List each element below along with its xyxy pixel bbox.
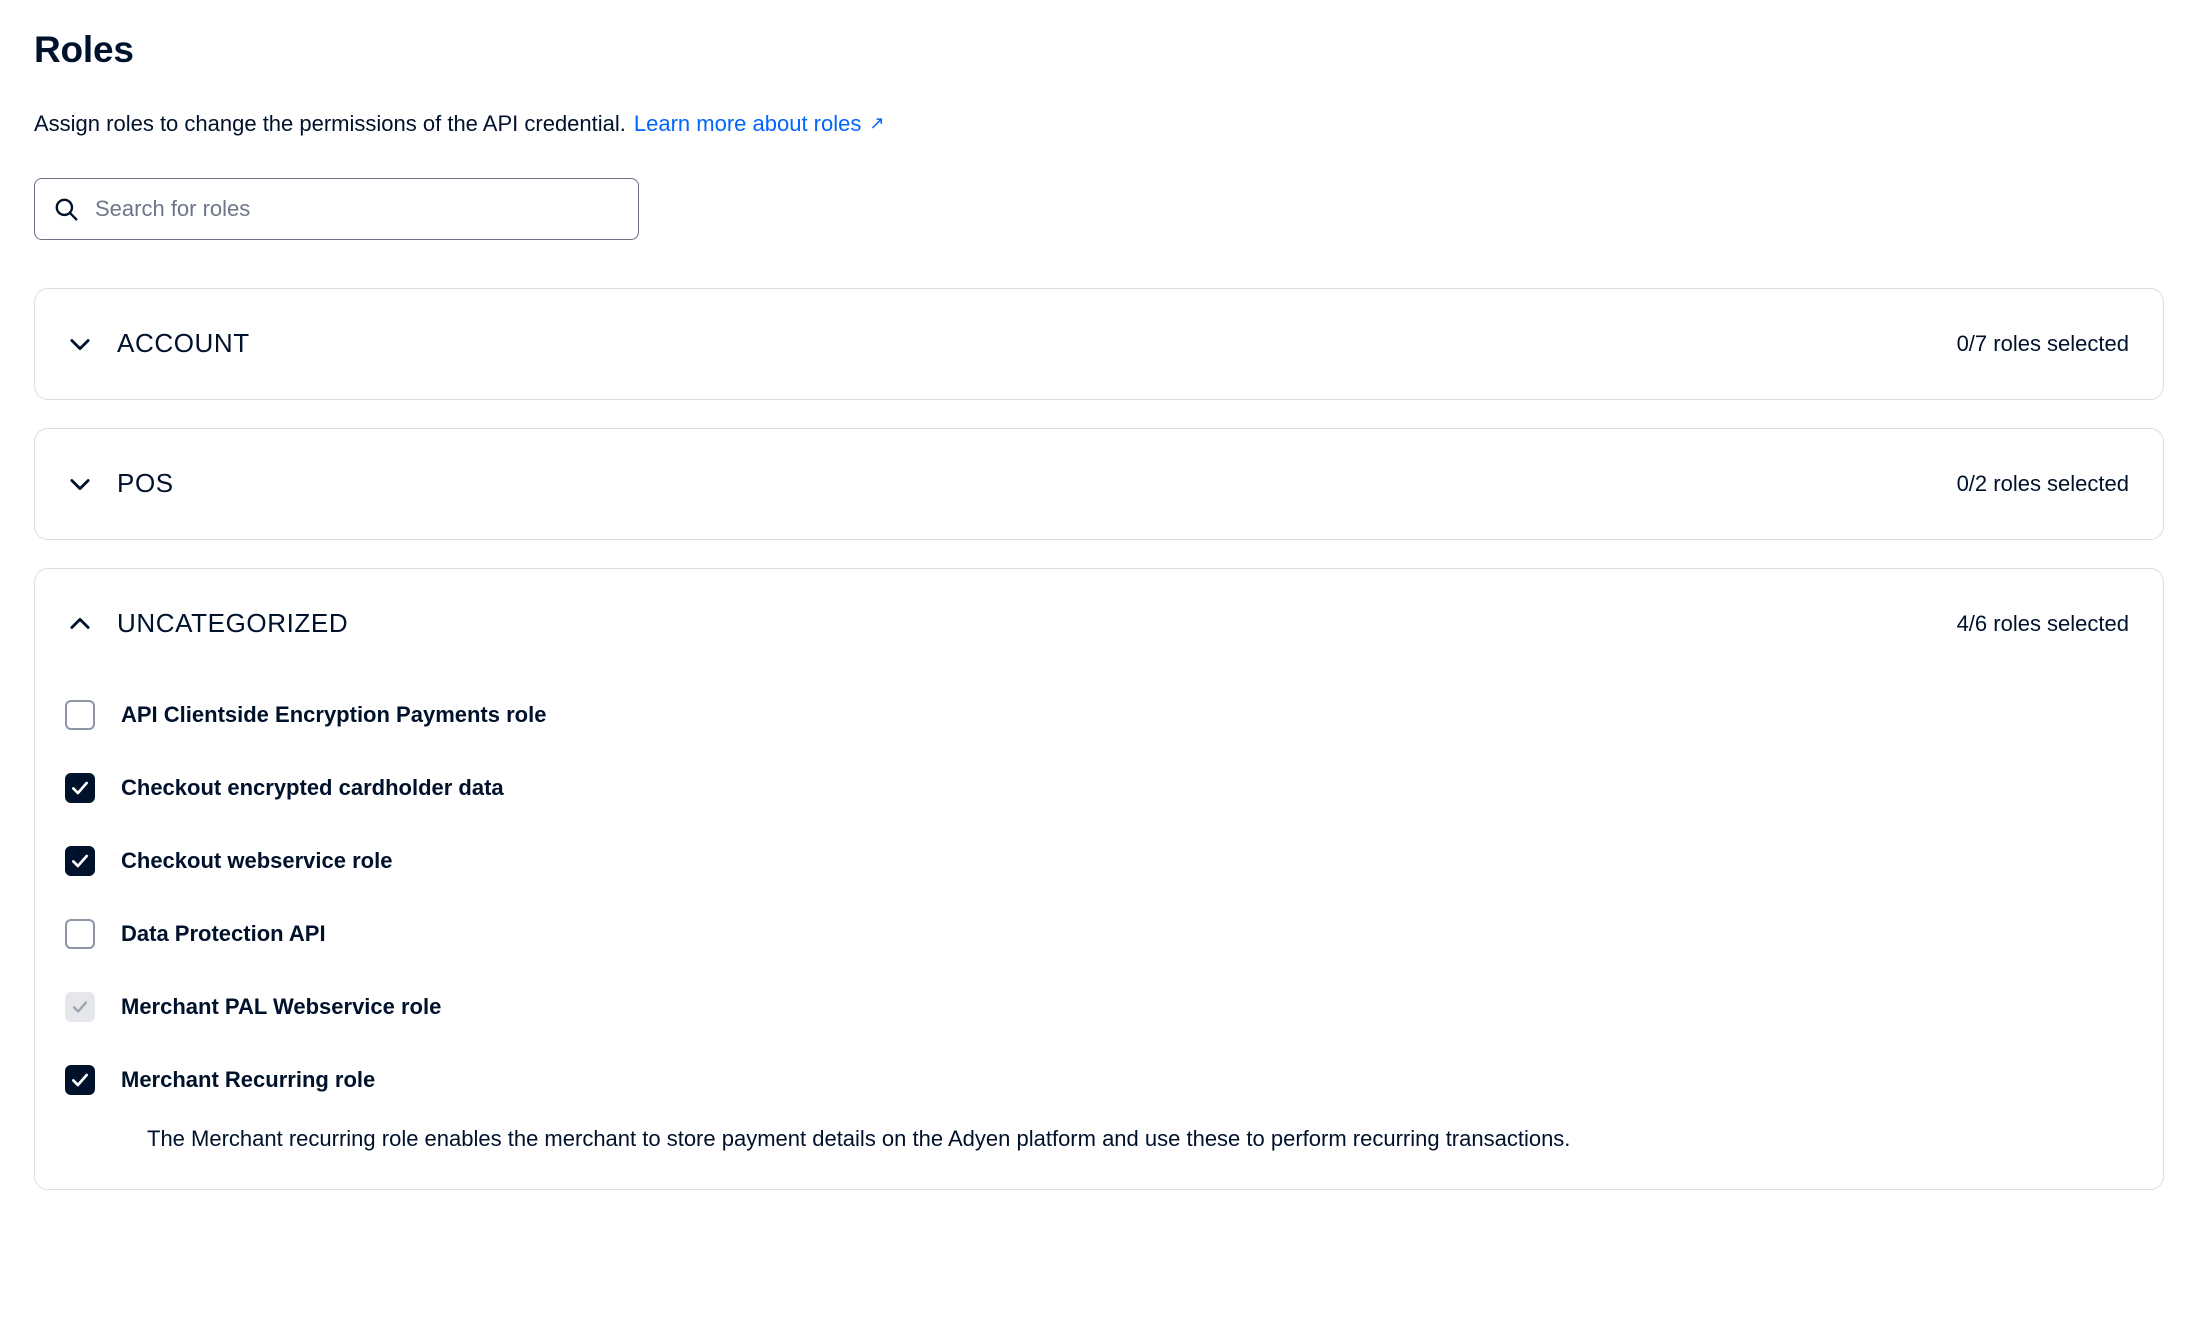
role-category-uncategorized bbox=[34, 568, 2164, 1190]
category-header-account[interactable] bbox=[35, 289, 2163, 399]
role-label: Checkout webservice role bbox=[121, 848, 393, 874]
category-header-uncategorized[interactable] bbox=[35, 569, 2163, 679]
role-category-account bbox=[34, 288, 2164, 400]
category-header-pos[interactable] bbox=[35, 429, 2163, 539]
role-row[interactable] bbox=[65, 679, 2129, 752]
search-icon bbox=[53, 196, 79, 222]
search-input[interactable] bbox=[93, 195, 620, 223]
category-selected-count: 4/6 roles selected bbox=[1956, 610, 2129, 636]
role-description: The Merchant recurring role enables the merchant to store payment details on the Adyen platform and use these to perform recurring transactions. bbox=[147, 1125, 1571, 1151]
category-name: ACCOUNT bbox=[117, 328, 250, 359]
role-label: Merchant Recurring role bbox=[121, 1067, 376, 1093]
chevron-down-icon[interactable] bbox=[65, 469, 95, 499]
external-link-icon: ↗ bbox=[869, 113, 885, 134]
category-body-uncategorized bbox=[35, 679, 2163, 1189]
role-row bbox=[65, 971, 2129, 1044]
category-selected-count: 0/2 roles selected bbox=[1956, 470, 2129, 496]
role-category-pos bbox=[34, 428, 2164, 540]
role-checkbox[interactable] bbox=[65, 1065, 95, 1095]
learn-more-link[interactable]: Learn more about roles bbox=[633, 111, 862, 137]
role-checkbox-disabled bbox=[65, 992, 95, 1022]
category-name: POS bbox=[117, 468, 174, 499]
search-roles-field[interactable] bbox=[34, 178, 639, 240]
role-category-list bbox=[34, 288, 2164, 1190]
role-label: Checkout encrypted cardholder data bbox=[121, 775, 504, 801]
role-row[interactable] bbox=[65, 752, 2129, 825]
role-row[interactable] bbox=[65, 898, 2129, 971]
page-description-text: Assign roles to change the permissions of the API credential. bbox=[34, 111, 626, 137]
page-description bbox=[34, 109, 2164, 140]
role-checkbox[interactable] bbox=[65, 700, 95, 730]
role-checkbox[interactable] bbox=[65, 773, 95, 803]
role-checkbox[interactable] bbox=[65, 846, 95, 876]
category-name: UNCATEGORIZED bbox=[117, 608, 349, 639]
chevron-down-icon[interactable] bbox=[65, 329, 95, 359]
category-selected-count: 0/7 roles selected bbox=[1956, 330, 2129, 356]
role-label: API Clientside Encryption Payments role bbox=[121, 702, 547, 728]
page-title: Roles bbox=[34, 29, 134, 70]
chevron-up-icon[interactable] bbox=[65, 609, 95, 639]
role-label: Data Protection API bbox=[121, 921, 326, 947]
role-row[interactable] bbox=[65, 1044, 2129, 1117]
role-row[interactable] bbox=[65, 825, 2129, 898]
role-label: Merchant PAL Webservice role bbox=[121, 994, 442, 1020]
role-checkbox[interactable] bbox=[65, 919, 95, 949]
